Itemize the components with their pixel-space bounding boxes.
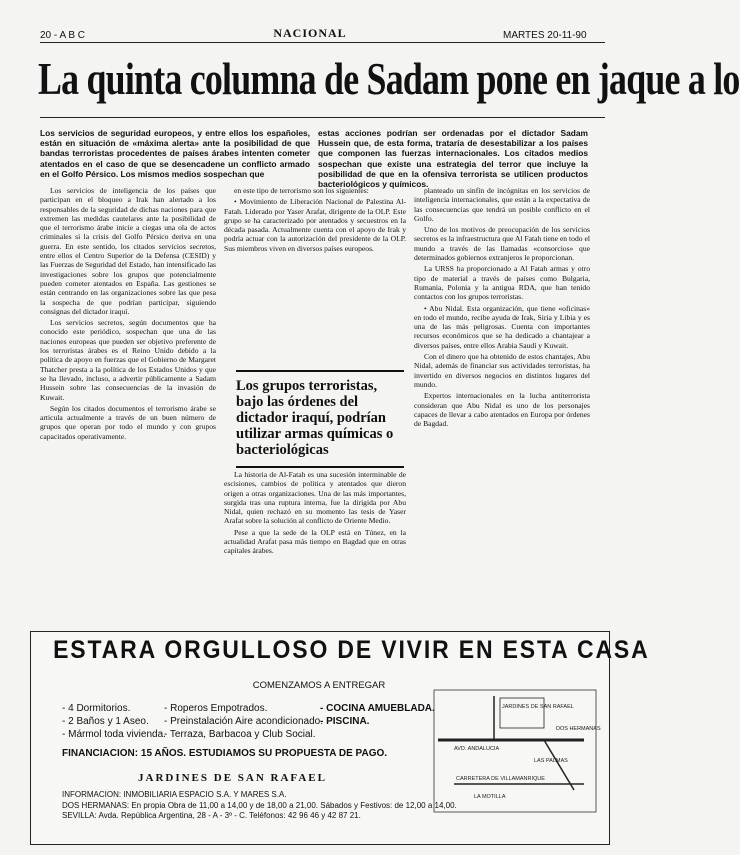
paragraph: • Abu Nidal. Esta organización, que tiene «oficinas» en todo el mundo, recibe ayuda de Irak, Siria y Libia y es una de las más peligrosas. Cuenta con importantes recursos económicos que se ha dedicado a chantajear a diversos países, entre ellos Arabia Saudí y Kuwait.: [414, 303, 590, 350]
pull-quote: Los grupos terroristas, bajo las órdenes del dictador iraquí, podrían utilizar armas químicas o bacteriológicas: [236, 370, 404, 468]
contact-line: INFORMACION: INMOBILIARIA ESPACIO S.A. Y MARES S.A.: [62, 790, 287, 799]
feature: - Preinstalación Aire acondicionado.: [164, 716, 323, 727]
feature: - COCINA AMUEBLADA.: [320, 703, 435, 714]
development-name: JARDINES DE SAN RAFAEL: [138, 772, 327, 784]
paragraph: • Movimiento de Liberación Nacional de Palestina Al-Fatah. Liderado por Yaser Arafat, dirigente de la OLP. Este grupo se ha caracterizado por atentados y secuestros en la década pasada. Actualmente cuenta con el apoyo de Irak y podría actuar con la autorización del presidente de la OLP. Sus miembros viven en diversos países europeos.: [224, 197, 406, 253]
paragraph: Con el dinero que ha obtenido de estos chantajes, Abu Nidal, además de financiar sus actividades terroristas, ha invertido en diversos negocios en distintos lugares del mundo.: [414, 352, 590, 389]
feature: - Terraza, Barbacoa y Club Social.: [164, 729, 316, 740]
section-title: NACIONAL: [273, 26, 347, 40]
map-label: CARRETERA DE VILLAMANRIQUE: [456, 776, 545, 782]
map-label: LA MOTILLA: [474, 794, 506, 800]
map-plot: [500, 698, 544, 728]
map-label: LAS PALMAS: [534, 758, 568, 764]
column-2-bottom: [224, 470, 406, 626]
contact-block: [62, 790, 457, 822]
paragraph: Uno de los motivos de preocupación de los servicios secretos es la infraestructura que Al Fatah tiene en todo el mundo a través de las llamadas «consorcios» que determinados gobiernos extranjeros le proporcionan.: [414, 225, 590, 263]
paragraph: Pese a que la sede de la OLP está en Túnez, en la actualidad Arafat pasa más tiempo en Bagdad que en otras capitales árabes.: [224, 527, 406, 556]
header-rule: [40, 42, 605, 43]
column-2: [224, 186, 406, 362]
contact-line: SEVILLA: Avda. República Argentina, 28 - A - 3º - C. Teléfonos: 42 96 46 y 42 87 21.: [62, 811, 361, 820]
feature: - Roperos Empotrados.: [164, 703, 268, 714]
ad-title: ESTARA ORGULLOSO DE VIVIR EN ESTA CASA: [53, 636, 650, 664]
headline-rule: [40, 117, 605, 118]
financing-line: FINANCIACION: 15 AÑOS. ESTUDIAMOS SU PROPUESTA DE PAGO.: [62, 748, 388, 759]
ad-subtitle: COMENZAMOS A ENTREGAR: [252, 680, 386, 691]
location-map: [434, 690, 601, 812]
paragraph: Los servicios secretos, según documentos que ha conocido este periódico, sospechan que una de las naciones europeas que pueden ser objetivo preferente de los terroristas árabes es el Reino Unido debido a la política de apoyo en fuerzas que el Gobierno de Margaret Thatcher presta a la política de los Estados Unidos y que se ha llevado, incluso, a advertir públicamente a Sadam Hussein sobre las consecuencias de la invasión de Kuwait.: [40, 318, 216, 402]
contact-line: DOS HERMANAS: En propia Obra de 11,00 a 14,00 y de 18,00 a 21,00. Sábados y Festivos: de 12,00 a 14,00.: [62, 800, 457, 810]
page-number: 20 - A B C: [40, 30, 86, 41]
feature-list-1: [62, 702, 166, 741]
paragraph: planteado un sinfín de incógnitas en los servicios de inteligencia internacionales, que están a la expectativa de las consecuencias que tendrá un posible conflicto en el Golfo.: [414, 186, 590, 223]
feature: - Mármol toda vivienda.: [62, 729, 166, 740]
lead-left: Los servicios de seguridad europeos, y entre ellos los españoles, están en situación de «máxima alerta» ante la posibilidad de que bandas terroristas procedentes de países árabes intenten cometer atentados en el caso de que se desencadene un conflicto armado en el Golfo Pérsico. Los mismos medios sospechan que: [40, 128, 310, 179]
map-label: DOS HERMANAS: [556, 726, 601, 732]
paragraph: La URSS ha proporcionado a Al Fatah armas y otro tipo de material a través de países como Bulgaria, Rumania, Polonia y la antigua RDA, que han tenido contactos con los grupos terroristas.: [414, 264, 590, 302]
headline: La quinta columna de Sadam pone en jaque a lo: [38, 53, 740, 104]
paragraph: Expertos internacionales en la lucha antiterrorista consideran que Abu Nidal es uno de los personajes capaces de llevar a cabo atentados en Europa por órdenes de Bagdad.: [414, 391, 590, 429]
column-1: [40, 186, 216, 626]
paragraph: Según los citados documentos el terrorismo árabe se articula actualmente a través de un buen número de grupos que operan por todo el mundo y con grupos capacitados operativamente.: [40, 403, 216, 441]
map-label: JARDINES DE SAN RAFAEL: [502, 704, 574, 710]
column-3: [414, 186, 590, 626]
paragraph: Los servicios de inteligencia de los países que participan en el bloqueo a Irak han alertado a los responsables de la seguridad de dichas naciones para que extremen las medidas cautelares ante la posibilidad de que el terrorismo árabe inicie a ciegas una ola de actos criminales si la crisis del Golfo Pérsico deriva en una guerra. En este sentido, los citados servicios secretos, entre ellos el Centro Superior de la Defensa (CESID) y las Fuerzas de Seguridad del Estado, han intensificado las investigaciones sobre los grupos que potencialmente pueden cometer atentados en España. Las gestiones se están centrando en las organizaciones sobre las que pesa la sospecha de que podrían participar, siguiendo consignas del dictador iraquí.: [40, 186, 216, 316]
map-label: AVD. ANDALUCIA: [454, 746, 500, 752]
map-road: [544, 740, 574, 790]
lead-right: estas acciones podrían ser ordenadas por el dictador Sadam Hussein que, de esta forma, trataría de desestabilizar a los países que componen las fuerzas internacionales. Los citados medios sospechan que existe una estrategia del terror que incluye la posibilidad de que en la ofensiva terrorista se utilicen productos bacteriológicos y químicos.: [318, 128, 588, 190]
issue-date: MARTES 20-11-90: [503, 30, 587, 41]
feature: - PISCINA.: [320, 716, 370, 727]
paragraph: en este tipo de terrorismo son los siguientes:: [234, 186, 369, 195]
feature-list-2: [164, 702, 323, 741]
feature: - 2 Baños y 1 Aseo.: [62, 716, 149, 727]
paragraph: La historia de Al-Fatah es una sucesión interminable de escisiones, cambios de política y atentados que dieron origen a otras organizaciones. Una de las más importantes, surgida tras una ruptura interna, fue la dirigida por Abu Nidal, quien rechazó en su momento las tesis de Yaser Arafat sobre la solución al conflicto de Oriente Medio.: [224, 470, 406, 526]
feature-list-3: [320, 702, 435, 728]
feature: - 4 Dormitorios.: [62, 703, 131, 714]
